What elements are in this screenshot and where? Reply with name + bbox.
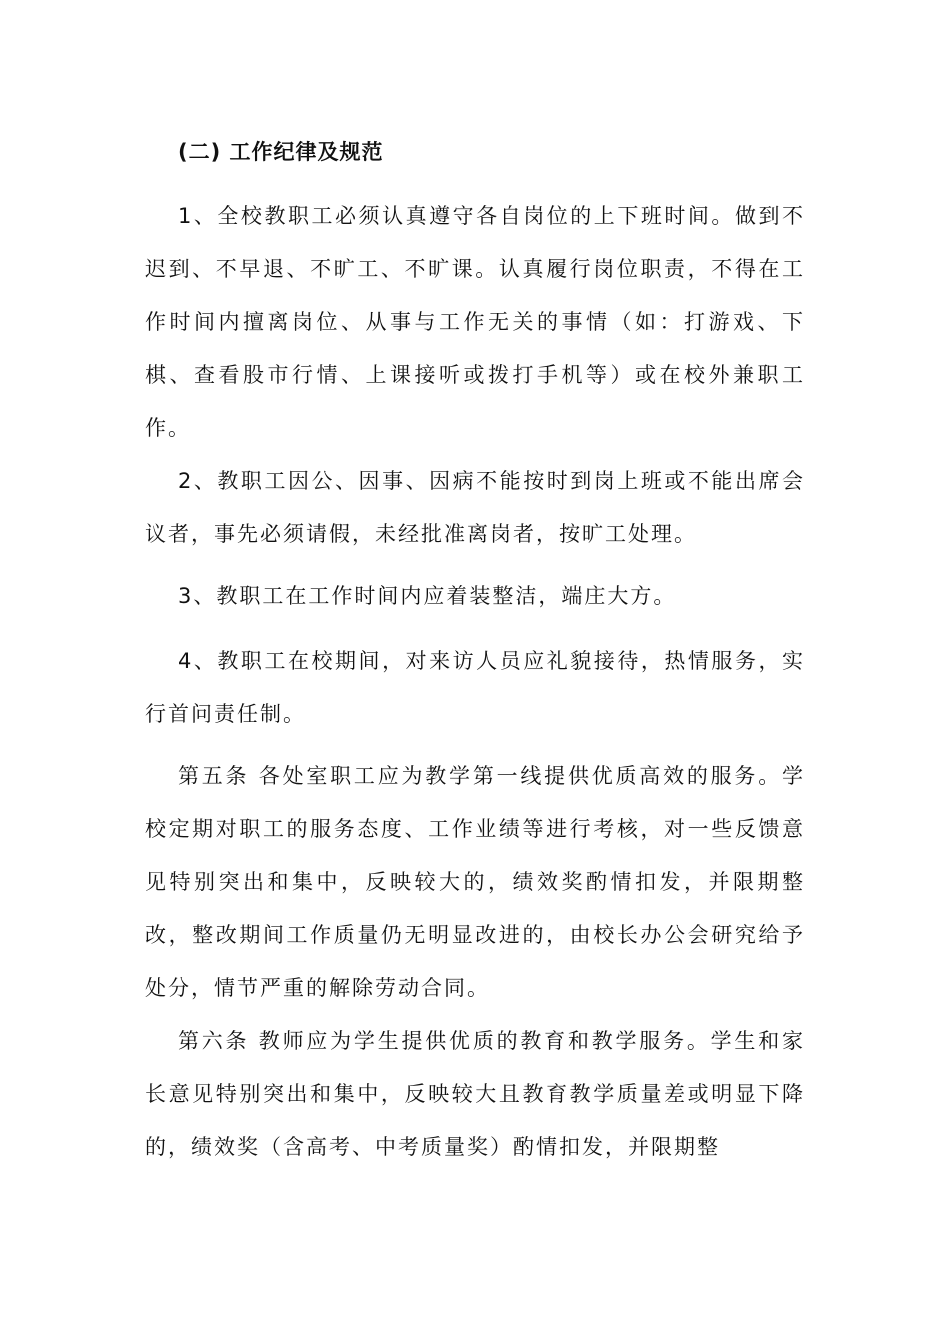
paragraph-rule-3: 3、教职工在工作时间内应着装整洁，端庄大方。 [178, 584, 677, 608]
paragraph-rule-4: 4、教职工在校期间，对来访人员应礼貌接待，热情服务，实行首问责任制。 [145, 649, 805, 726]
section-heading: (二) 工作纪律及规范 [178, 140, 384, 164]
paragraph-rule-1: 1、全校教职工必须认真遵守各自岗位的上下班时间。做到不迟到、不早退、不旷工、不旷课。认真履行岗位职责，不得在工作时间内擅离岗位、从事与工作无关的事情（如：打游戏、下棋、查看股市行情、上课接听或拨打手机等）或在校外兼职工作。 [145, 204, 805, 440]
paragraph-article-5: 第五条 各处室职工应为教学第一线提供优质高效的服务。学校定期对职工的服务态度、工作业绩等进行考核，对一些反馈意见特别突出和集中，反映较大的，绩效奖酌情扣发，并限期整改，整改期间工作质量仍无明显改进的，由校长办公会研究给予处分，情节严重的解除劳动合同。 [145, 764, 805, 1000]
paragraph-rule-2: 2、教职工因公、因事、因病不能按时到岗上班或不能出席会议者，事先必须请假，未经批准离岗者，按旷工处理。 [145, 469, 805, 546]
paragraph-article-6: 第六条 教师应为学生提供优质的教育和教学服务。学生和家长意见特别突出和集中，反映较大且教育教学质量差或明显下降的，绩效奖（含高考、中考质量奖）酌情扣发，并限期整 [145, 1029, 805, 1159]
